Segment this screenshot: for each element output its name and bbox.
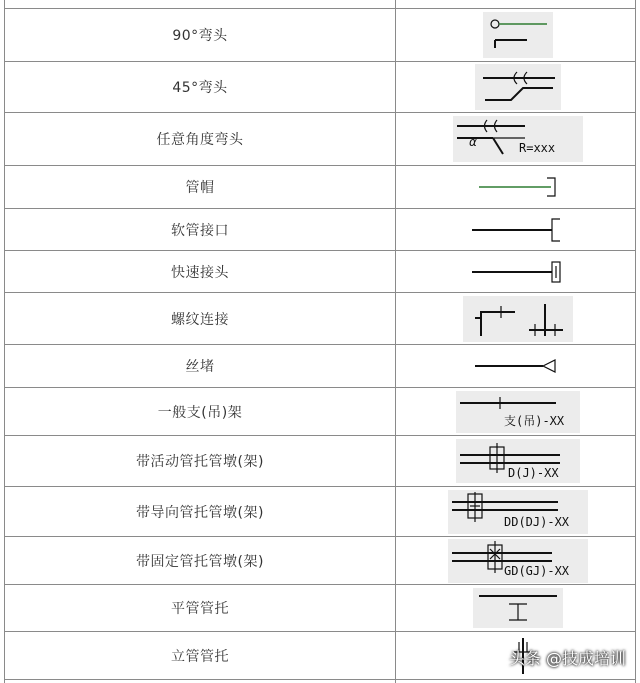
threaded-connection-symbol (400, 293, 635, 344)
table-row (5, 113, 635, 165)
table-row (5, 293, 635, 344)
table-row (5, 209, 635, 250)
symbol-name: 90°弯头 (172, 28, 228, 44)
plug-symbol (400, 345, 635, 387)
symbol-name: 平管管托 (171, 601, 229, 617)
symbol-name: 快速接头 (171, 264, 229, 281)
symbol-name: 45°弯头 (172, 80, 228, 96)
watermark (509, 646, 626, 669)
table-row (5, 537, 635, 584)
table-row (5, 487, 635, 536)
row-divider (4, 679, 636, 680)
table-row (5, 585, 635, 631)
table-row (5, 436, 635, 486)
support-label: GD(GJ)-XX (503, 563, 569, 578)
table-row (5, 388, 635, 435)
support-label: D(J)-XX (507, 466, 559, 480)
symbol-name: 带活动管托管墩(架) (136, 454, 264, 470)
symbol-name: 带导向管托管墩(架) (136, 504, 264, 521)
table-border-right (635, 0, 636, 683)
quick-coupling-symbol (400, 251, 635, 292)
watermark-text: 头条 @技成培训 (508, 649, 626, 668)
symbol-name: 立管管托 (171, 648, 229, 665)
guided-support-symbol (400, 487, 635, 536)
table-row (5, 166, 635, 208)
sliding-support-symbol (400, 436, 635, 486)
angle-label: α (468, 135, 477, 149)
symbol-name: 带固定管托管墩(架) (136, 553, 264, 570)
symbol-name: 软管接口 (171, 222, 229, 239)
pipe-cap-symbol (400, 166, 635, 208)
horizontal-pipe-shoe-symbol (400, 585, 635, 631)
hose-connection-symbol (400, 209, 635, 250)
symbol-name: 丝堵 (185, 359, 215, 375)
elbow-90-symbol (400, 9, 635, 61)
elbow-any-angle-symbol (400, 113, 635, 165)
table-row (5, 345, 635, 387)
support-label: 支(吊)-XX (503, 413, 564, 428)
table-row (5, 62, 635, 112)
fixed-support-symbol (400, 537, 635, 584)
symbol-name: 螺纹连接 (171, 311, 229, 328)
symbol-name: 任意角度弯头 (156, 132, 244, 148)
support-label: DD(DJ)-XX (503, 514, 569, 529)
symbol-name: 一般支(吊)架 (157, 404, 243, 421)
table-row (5, 9, 635, 61)
support-hanger-symbol (400, 388, 635, 435)
symbol-name: 管帽 (185, 180, 215, 196)
elbow-45-symbol (400, 62, 635, 112)
radius-label: R=xxx (518, 141, 555, 155)
table-row (5, 251, 635, 292)
